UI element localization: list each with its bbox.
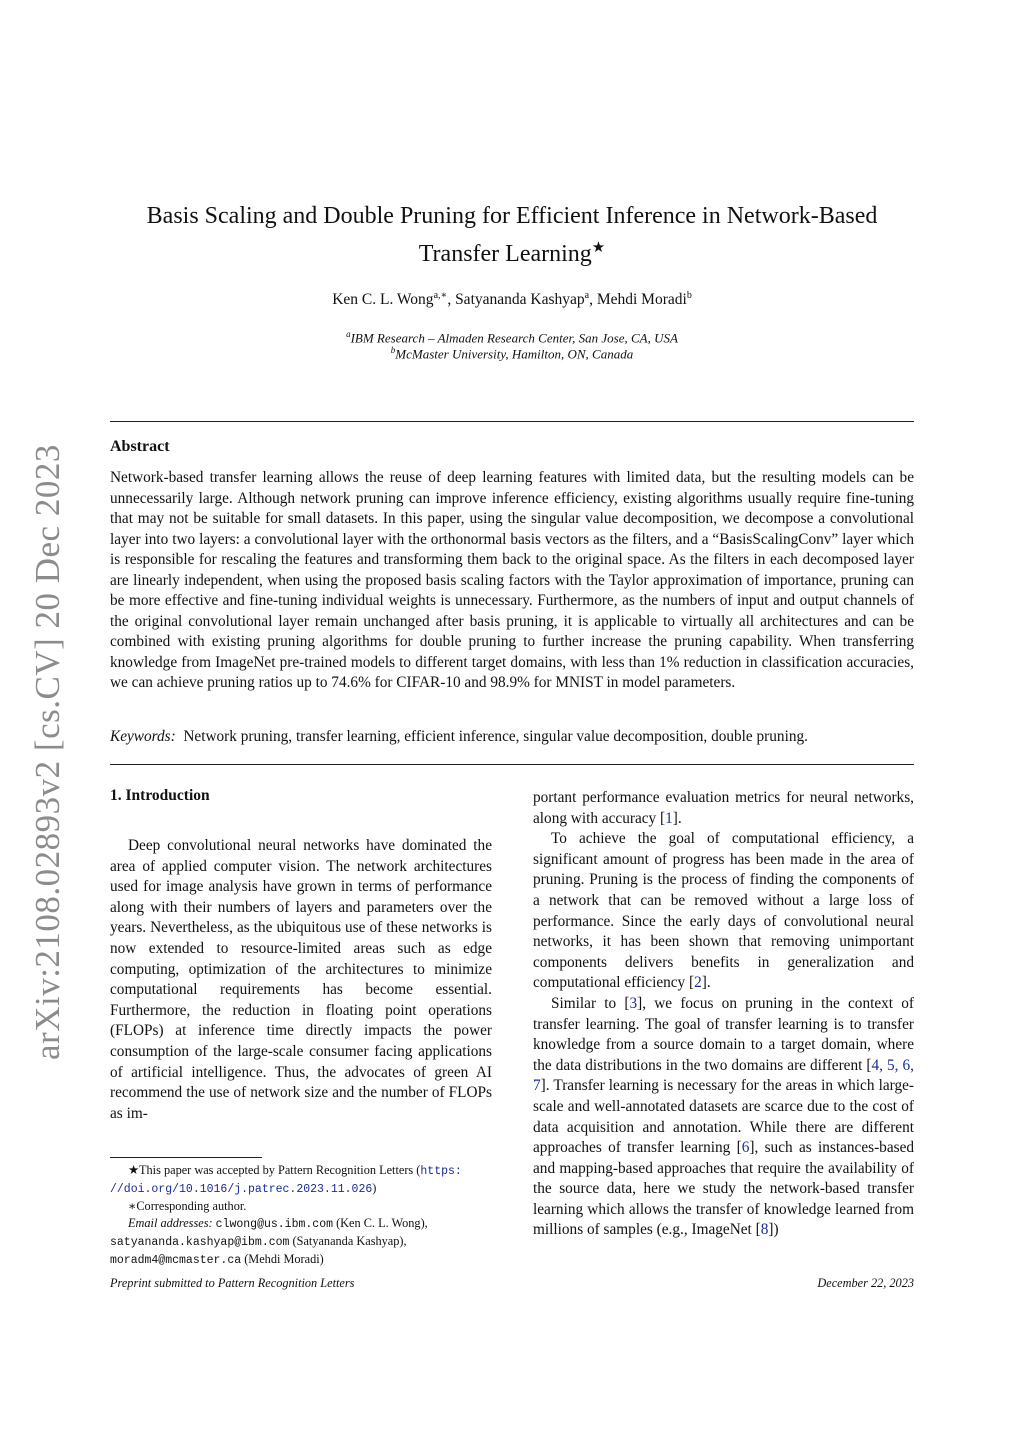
- footnotes: ★This paper was accepted by Pattern Recognition Letters (https: //doi.org/10.1016/j.patrec.2023.11.026) ∗Corresponding author. Email addresses: clwong@us.ibm.com (Ken C. L. Wong), satyananda.kashyap@ibm.com (Satyananda Kashyap), moradm4@mcmaster.ca (Mehdi Moradi): [110, 1162, 494, 1269]
- top-divider: [110, 421, 914, 422]
- citation-link[interactable]: 2: [694, 974, 702, 992]
- citation-link[interactable]: 4, 5, 6, 7: [533, 1056, 914, 1095]
- title-line-2: Transfer Learning★: [418, 240, 606, 267]
- footnote-corresponding: ∗Corresponding author.: [128, 1199, 247, 1213]
- keywords: [110, 728, 914, 746]
- citation-link[interactable]: 6: [741, 1139, 750, 1157]
- footnote-emails: Email addresses: clwong@us.ibm.com (Ken C. L. Wong),: [128, 1216, 428, 1231]
- footnote-acceptance: ★This paper was accepted by Pattern Recognition Letters (https:: [128, 1163, 462, 1178]
- affiliation-a: $^a$IBM Research – Almaden Research Center, San Jose, CA, USA: [346, 329, 678, 346]
- section-heading-introduction: 1. Introduction: [110, 787, 210, 804]
- footnote-divider: [110, 1157, 262, 1158]
- intro-paragraph-1: Deep convolutional neural networks have dominated the area of applied computer vision. The network architectures used for image analysis have grown in terms of performance along with their numbers of layers and parameters over the years. Nevertheless, as the ubiquitous use of these networks is now extended to resource-limited areas such as edge computing, optimization of the architectures to minimize computational requirements has become essential. Furthermore, the reduction in floating point operations (FLOPs) at inference time directly impacts the power consumption of the large-scale consumer facing applications of artificial intelligence. Thus, the advocates of green AI recommend the use of network size and the number of FLOPs as im-: [110, 837, 492, 1122]
- email-address[interactable]: clwong@us.ibm.com: [215, 1218, 333, 1231]
- abstract-heading: Abstract: [110, 438, 170, 455]
- author-name: Ken C. L. Wong: [332, 291, 434, 309]
- right-column: [533, 788, 914, 1241]
- title-footnote-star[interactable]: ★: [591, 240, 606, 256]
- citation-link[interactable]: 8: [760, 1221, 769, 1239]
- citation-link[interactable]: 3: [629, 994, 638, 1012]
- keywords-text: Network pruning, transfer learning, efficient inference, singular value decomposition, double pruning.: [183, 728, 808, 745]
- intro-paragraph-4: Similar to [3], we focus on pruning in the context of transfer learning. The goal of transfer learning is to transfer knowledge from a source domain to a target domain, where the data distributions in the two domains are different [4, 5, 6, 7]. Transfer learning is necessary for the areas in which large-scale and well-annotated datasets are scarce due to the cost of data acquisition and annotation. While there are different approaches of transfer learning [6], such as instances-based and mapping-based approaches that require the availability of the source data, here we study the network-based transfer learning which allows the transfer of knowledge learned from millions of samples (e.g., ImageNet [8]): [533, 994, 915, 1239]
- author-name: , Mehdi Moradi: [589, 291, 687, 309]
- citation-link[interactable]: 1: [665, 809, 673, 827]
- abstract-text: Network-based transfer learning allows the reuse of deep learning features with limited data, but the resulting models can be unnecessarily large. Although network pruning can improve inference efficiency, existing algorithms usually require fine-tuning that may not be suitable for small datasets. In this paper, using the singular value decomposition, we decompose a convolutional layer into two layers: a convolutional layer with the orthonormal basis vectors as the filters, and a “BasisScalingConv” layer which is responsible for rescaling the features and transforming them back to the original space. As the filters in each decomposed layer are linearly independent, when using the proposed basis scaling factors with the Taylor approximation of importance, pruning can be more effective and fine-tuning individual weights is unnecessary. Furthermore, as the numbers of input and output channels of the original convolutional layer remain unchanged after basis pruning, it is applicable to virtually all architectures and can be combined with existing pruning algorithms for double pruning to further increase the pruning capability. When transferring knowledge from ImageNet pre-trained models to different target domains, with less than 1% reduction in classification accuracies, we can achieve pruning ratios up to 74.6% for CIFAR-10 and 98.9% for MNIST in model parameters.: [110, 469, 914, 691]
- arxiv-identifier-stamp: arXiv:2108.02893v2 [cs.CV] 20 Dec 2023: [28, 444, 67, 1060]
- abstract-bottom-divider: [110, 764, 914, 765]
- footer-journal: Preprint submitted to Pattern Recognition Letters: [110, 1276, 355, 1290]
- author-list: Ken C. L. Wong$^{a,∗}$, Satyananda Kashyap$^a$, Mehdi Moradi$^b$: [332, 290, 692, 309]
- intro-paragraph-3: To achieve the goal of computational efficiency, a significant amount of progress has been made in the area of pruning. Pruning is the process of finding the components of a network that can be removed without a large loss of performance. Since the early days of convolutional neural networks, it has been shown that removing unimportant components delivers benefits in generalization and computational efficiency [2].: [533, 830, 914, 992]
- doi-link[interactable]: https:: [420, 1165, 462, 1178]
- footer-date: December 22, 2023: [817, 1276, 914, 1290]
- doi-link[interactable]: //doi.org/10.1016/j.patrec.2023.11.026: [110, 1183, 373, 1196]
- email-address[interactable]: moradm4@mcmaster.ca: [110, 1254, 242, 1267]
- paper-title: [110, 200, 914, 270]
- intro-paragraph-2: portant performance evaluation metrics for neural networks, along with accuracy [1].: [533, 789, 914, 827]
- left-column: [110, 836, 492, 1124]
- affiliation-b: $^b$McMaster University, Hamilton, ON, Canada: [390, 345, 634, 362]
- author-name: , Satyananda Kashyap: [447, 291, 585, 309]
- title-line-1: Basis Scaling and Double Pruning for Efficient Inference in Network-Based: [146, 203, 878, 229]
- keywords-label: Keywords:: [110, 728, 176, 745]
- email-address[interactable]: satyananda.kashyap@ibm.com: [110, 1236, 290, 1249]
